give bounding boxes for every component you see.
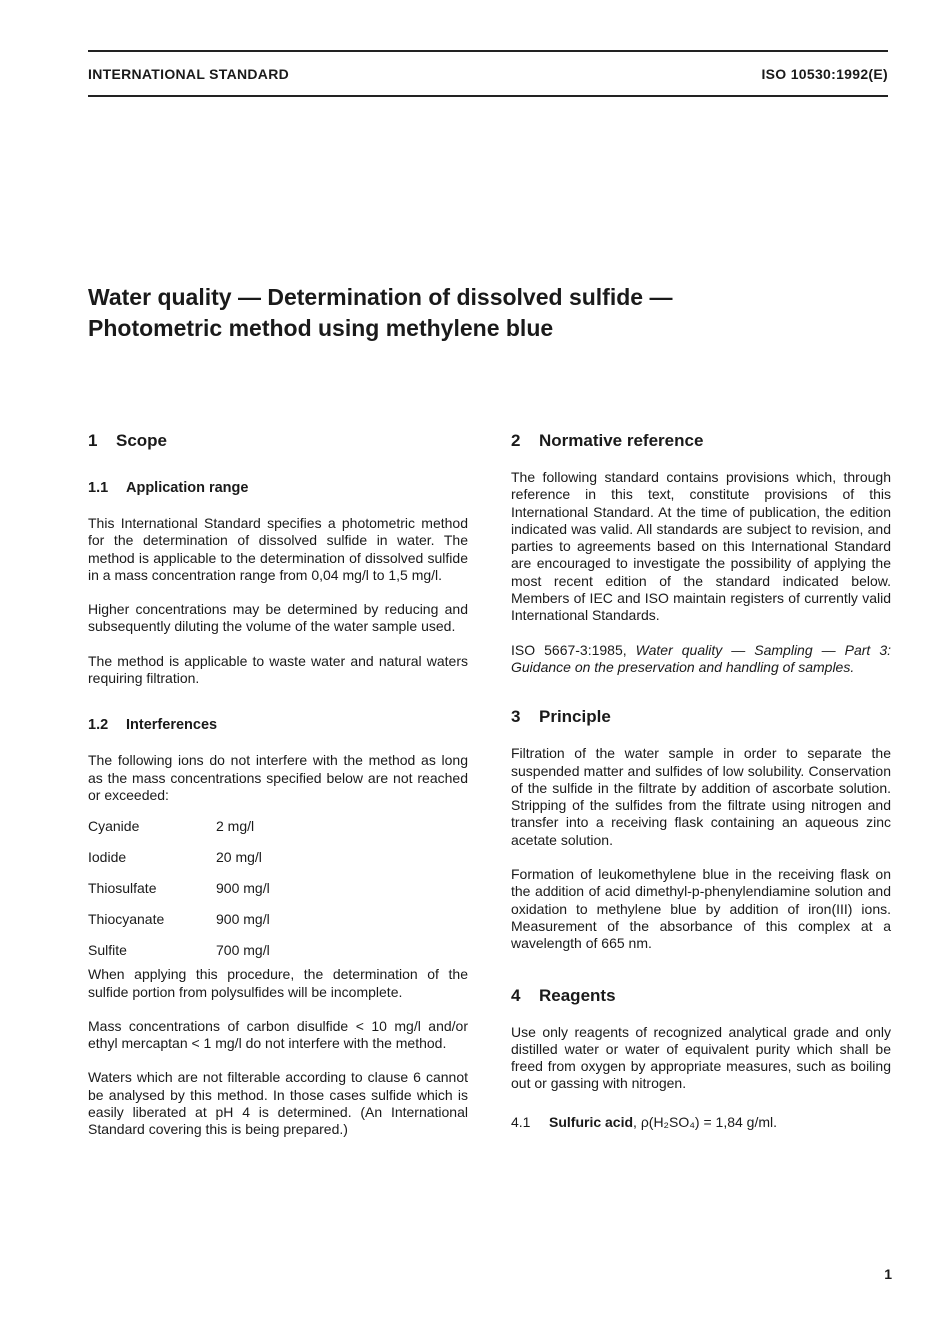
ion-row <box>88 849 468 880</box>
paragraph: Use only reagents of recognized analytical grade and only distilled water or water of equivalent purity which shall be freed from oxygen by appropriate measures, such as boiling out or gassing with nitrogen. <box>511 1023 891 1092</box>
subsection-title: Application range <box>126 480 249 496</box>
paragraph: The method is applicable to waste water and natural waters requiring filtration. <box>88 652 468 687</box>
reagent-formula: ρ(H₂SO₄) = 1,84 g/ml. <box>640 1113 778 1130</box>
section-number: 1 <box>88 431 98 450</box>
paragraph: The following standard contains provisions which, through reference in this text, constitute provisions of this International Standard. At the time of publication, the edition indicated was valid. All standards are subject to revision, and parties to agreements based on this International Standard are encouraged to investigate the possibility of applying the most recent edition of the standard indicated below. Members of IEC and ISO maintain registers of currently valid International Standards. <box>511 469 891 624</box>
ion-limit: 20 mg/l <box>216 849 262 866</box>
section-number: 4 <box>511 985 521 1005</box>
header-standard-type: INTERNATIONAL STANDARD <box>88 66 290 82</box>
subsection-1-2-heading <box>88 715 468 735</box>
page-number: 1 <box>884 1266 892 1282</box>
reagent-item: 4.1 Sulfuric acid, ρ(H₂SO₄) = 1,84 g/ml. <box>511 1113 778 1130</box>
ion-row <box>88 911 468 942</box>
paragraph: Filtration of the water sample in order to separate the suspended matter and sulfides of low solubility. Conservation of the sulfide in the filtrate by addition of ascorbate solution. Stripping of the sulfides from the filtrate using nitrogen and transfer into a receiving flask containing an aqueous zinc acetate solution. <box>511 745 891 848</box>
ion-name: Iodide <box>88 849 127 866</box>
reference-title: Water quality — Sampling — Part 3: Guidance on the preservation and handling of samples. <box>511 641 892 675</box>
paragraph: The following ions do not interfere with the method as long as the mass concentrations specified below are not reached or exceeded: <box>88 752 468 803</box>
paragraph: When applying this procedure, the determination of the sulfide portion from polysulfides will be incomplete. <box>88 966 468 1000</box>
ion-limit: 900 mg/l <box>216 911 270 928</box>
document-title <box>88 282 888 344</box>
header-rule-bottom <box>88 95 888 97</box>
section-number: 2 <box>511 431 521 450</box>
paragraph: Mass concentrations of carbon disulfide < 10 mg/l and/or ethyl mercaptan < 1 mg/l do not interfere with the method. <box>88 1017 468 1052</box>
section-title: Normative reference <box>539 431 704 450</box>
section-4-heading <box>511 985 891 1007</box>
left-column <box>88 430 468 1139</box>
ion-limit: 2 mg/l <box>216 818 255 835</box>
reagent-name: Sulfuric acid <box>549 1113 634 1130</box>
paragraph: Higher concentrations may be determined by reducing and subsequently diluting the volume of the water sample used. <box>88 601 468 635</box>
section-2-heading <box>511 430 891 452</box>
section-title: Scope <box>116 431 168 450</box>
paragraph: Formation of leukomethylene blue in the receiving flask on the addition of acid dimethyl-p-phenylendiamine solution and oxidation to methylene blue by addition of iron(III) ions. Measurement of the absorbance of this complex at a wavelength of 665 nm. <box>511 866 891 952</box>
ion-table <box>88 818 468 966</box>
paragraph: This International Standard specifies a photometric method for the determination of dissolved sulfide in water. The method is applicable to the determination of dissolved sulfide in a mass concentration range from 0,04 mg/l to 1,5 mg/l. <box>88 515 468 583</box>
ion-row <box>88 880 468 911</box>
ion-name: Sulfite <box>88 942 127 959</box>
subsection-title: Interferences <box>126 717 218 734</box>
section-title: Principle <box>539 707 611 727</box>
normative-reference-entry <box>511 642 891 677</box>
section-title: Reagents <box>539 985 616 1005</box>
ion-row <box>88 942 468 966</box>
subsection-number: 1.2 <box>88 717 109 734</box>
ion-limit: 900 mg/l <box>216 880 270 897</box>
ion-row <box>88 818 468 849</box>
header-rule-top <box>88 50 888 52</box>
section-number: 3 <box>511 707 521 727</box>
reagent-number: 4.1 <box>511 1113 531 1130</box>
title-line-2: Photometric method using methylene blue <box>88 315 554 341</box>
subsection-number: 1.1 <box>88 480 109 496</box>
reference-code: ISO 5667-3:1985, <box>511 641 627 658</box>
paragraph: Waters which are not filterable according to clause 6 cannot be analysed by this method. In those cases sulfide which is easily liberated at pH 4 is determined. (An International Standard covering this is being prepared.) <box>88 1069 468 1138</box>
ion-limit: 700 mg/l <box>216 942 270 959</box>
ion-name: Thiosulfate <box>88 880 157 897</box>
ion-name: Thiocyanate <box>88 911 165 928</box>
subsection-1-1-heading <box>88 478 468 498</box>
right-column <box>511 430 891 1131</box>
title-line-1: Water quality — Determination of dissolved sulfide — <box>88 284 673 310</box>
header-standard-number: ISO 10530:1992(E) <box>761 66 888 82</box>
section-3-heading <box>511 706 891 728</box>
section-1-heading <box>88 430 468 452</box>
ion-name: Cyanide <box>88 818 140 835</box>
